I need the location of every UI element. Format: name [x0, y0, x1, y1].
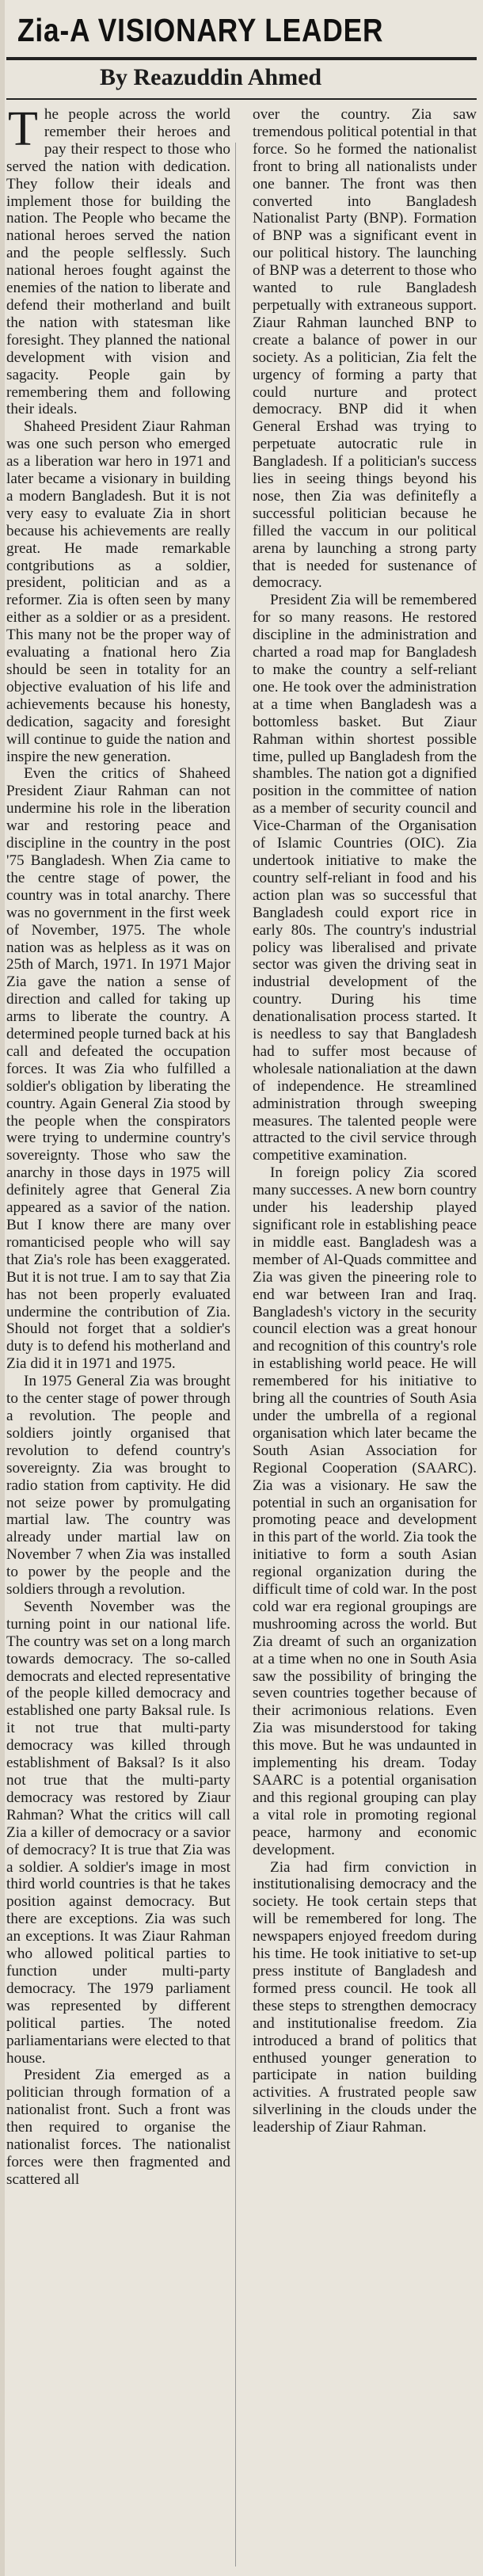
- paragraph: over the country. Zia saw tremendous political potential in that force. So he formed the nationalist front to bring all nationalists under one banner. The front was then converted into Bangladesh Nationalist Party (BNP). Formation of BNP was a significant event in our political history. The launching of BNP was a deterrent to those who wanted to rule Bangladesh perpetually with extraneous support. Ziaur Rahman launched BNP to create a balance of power in our society. As a politician, Zia felt the urgency of forming a party that could nurture and protect democracy. BNP did it when General Ershad was trying to perpetuate autocratic rule in Bangladesh. If a politician's success lies in seeing things beyond his nose, then Zia was definitefly a successful politician because he filled the vaccum in our political arena by launching a strong party that is needed for sustenance of democracy.: [253, 106, 477, 592]
- headline: Zia-A VISIONARY LEADER: [17, 12, 384, 48]
- paragraph: In foreign policy Zia scored many successes. A new born country under his leadership played significant role in establishing peace in middle east. Bangladesh was a member of Al-Quads committee and Zia was given the pineering role to end war between Iran and Iraq. Bangladesh's victory in the security council election was a great honour and recognition of this country's role in establishing world peace. He will remembered for his initiative to bring all the countries of South Asia under the umbrella of a regional organisation which later became the South Asian Association for Regional Cooperation (SAARC). Zia was a visionary. He saw the potential in such an organisation for promoting peace and development in this part of the world. Zia took the initiative to form a south Asian regional organization during the difficult time of cold war. In the post cold war era regional groupings are mushrooming across the world. But Zia dreamt of such an organization at a time when no one in South Asia saw the possibility of bringing the seven countries together because of their acrimonious relations. Even Zia was misunderstood for taking this move. But he was undaunted in implementing his dream. Today SAARC is a potential organisation and this regional grouping can play a vital role in promoting regional peace, harmony and economic development.: [253, 1164, 477, 1858]
- paragraph: Zia had firm conviction in institutionalising democracy and the society. He took certain steps that will be remembered for long. The newspapers enjoyed freedom during his time. He took initiative to set-up press institute of Bangladesh and formed press council. He took all these steps to strengthen democracy and institutionalise freedom. Zia introduced a brand of politics that enthused younger generation to participate in nation building activities. A frustrated people saw silverlining in the clouds under the leadership of Ziaur Rahman.: [253, 1858, 477, 2136]
- paragraph: [6, 102, 230, 418]
- article-columns: [6, 102, 477, 2189]
- paragraph: In 1975 General Zia was brought to the center stage of power through a revolution. The people and soldiers jointly organised that revolution to defend country's sovereignty. Zia was brought to radio station from captivity. He did not seize power by promulgating martial law. The country was already under martial law on November 7 when Zia was installed to power by the people and the soldiers through a revolution.: [6, 1373, 230, 1599]
- column-right: [253, 106, 477, 2189]
- paragraph: President Zia will be remembered for so many reasons. He restored discipline in the administration and charted a road map for Bangladesh to make the country a self-reliant one. He took over the administration at a time when Bangladesh was a bottomless basket. But Ziaur Rahman within shortest possible time, pulled up Bangladesh from the shambles. The nation got a dignified position in the committee of nation as a member of security council and Vice-Charman of the Organisation of Islamic Countries (OIC). Zia undertook initiative to make the country self-reliant in food and his action plan was so successful that Bangladesh could export rice in early 80s. The country's industrial policy was liberalised and private sector was given the driving seat in industrial development of the country. During his time denationalisation process started. It is needless to say that Bangladesh had to suffer most because of wholesale nationaliation at the dawn of independence. He streamlined administration through sweeping measures. The talented people were attracted to the civil service through competitive examination.: [253, 592, 477, 1164]
- paragraph: President Zia emerged as a politician through formation of a nationalist front. Such a front was then required to organise the nationalist forces. The nationalist forces were then fragmented and scattered all: [6, 2067, 230, 2188]
- paragraph: Even the critics of Shaheed President Ziaur Rahman can not undermine his role in the liberation war and restoring peace and discipline in the country in the post '75 Bangladesh. When Zia came to the centre stage of power, the country was in total anarchy. There was no government in the first week of November, 1975. The whole nation was as helpless as it was on 25th of March, 1971. In 1971 Major Zia gave the nation a sense of direction and called for taking up arms to liberate the country. A determined people turned back at his call and defeated the occupation forces. It was Zia who fulfilled a soldier's obligation by liberating the country. Again General Zia stood by the people when the conspirators were trying to undermine country's sovereignty. Those who saw the anarchy in those days in 1975 will definitely agree that General Zia appeared as a savior of the nation. But I know there are many over romanticised people who will say that Zia's role has been exaggerated. But it is not true. I am to say that Zia has not been properly evaluated undermine the contribution of Zia. Should not forget that a soldier's duty is to defend his motherland and Zia did it in 1971 and 1975.: [6, 765, 230, 1373]
- paragraph-text: he people across the world remember their heroes and pay their respect to those who served the nation with dedication. They follow their ideals and implement those for building the nation. The People who became the national heroes served the nation and the people selflessly. Such national heroes fought against the enemies of the nation to liberate and defend their motherland and built the nation with statesman like foresight. They planned the national development with vision and sagacity. People gain by remembering them and following their ideals.: [6, 106, 230, 418]
- paragraph: Seventh November was the turning point in our national life. The country was set on a long march towards democracy. The so-called democrats and elected representative of the people killed democracy and established one party Baksal rule. Is it not true that multi-party democracy was killed through establishment of Baksal? Is it also not true that the multi-party democracy was restored by Ziaur Rahman? What the critics will call Zia a killer of democracy or a savior of democracy? It is true that Zia was a soldier. A soldier's image in most third world countries is that he takes position against democracy. But there are exceptions. Zia was such an exceptions. It was Ziaur Rahman who allowed political parties to function under multi-party democracy. The 1979 parliament was represented by different political parties. The noted parliamentarians were elected to that house.: [6, 1598, 230, 2067]
- paragraph: Shaheed President Ziaur Rahman was one such person who emerged as a liberation war hero in 1971 and later became a visionary in building a modern Bangladesh. But it is not very easy to evaluate Zia in short because his achievements are really great. He made remarkable contgributions as a soldier, president, politician and as a reformer. Zia is often seen by many either as a soldier or as a president. This many not be the proper way of evaluating a fnational hero Zia should be seen in totality for an objective evaluation of his life and achievements because his honesty, dedication, sagacity and foresight will continue to guide the nation and inspire the new generation.: [6, 418, 230, 765]
- drop-cap: T: [8, 102, 38, 156]
- page-edge: [0, 0, 5, 2576]
- byline: By Reazuddin Ahmed: [100, 64, 322, 90]
- byline-bar: [6, 57, 477, 100]
- column-left: [6, 102, 230, 2189]
- column-divider: [235, 143, 236, 2566]
